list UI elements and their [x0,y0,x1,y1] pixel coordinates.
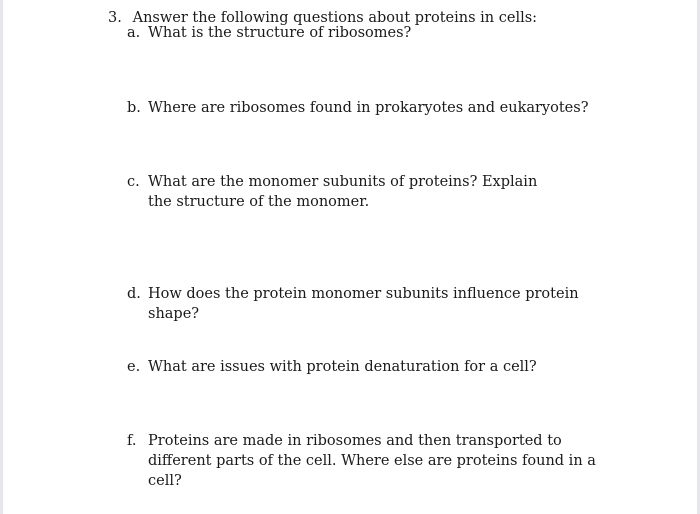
subquestion-c [127,172,547,212]
subquestion-text: What are the monomer subunits of proteins? Explain the structure of the monomer. [148,174,538,210]
subquestion-letter: a. [127,25,141,41]
subquestion-text: How does the protein monomer subunits influence protein shape? [148,286,579,322]
subquestion-letter: f. [127,433,137,449]
subquestion-letter: d. [127,286,141,302]
page-edge-left [0,0,3,514]
subquestion-text: What is the structure of ribosomes? [148,25,412,41]
subquestion-text: Proteins are made in ribosomes and then transported to different parts of the cell. Where else are proteins found in a cell? [148,433,596,489]
subquestion-e [127,357,597,377]
subquestion-text: Where are ribosomes found in prokaryotes and eukaryotes? [148,100,589,116]
question-prompt: Answer the following questions about proteins in cells: [132,10,538,26]
subquestion-a [127,23,597,43]
subquestion-f [127,431,607,491]
subquestion-b [127,98,597,118]
subquestion-letter: e. [127,359,141,375]
subquestion-d [127,284,597,324]
subquestion-letter: c. [127,174,140,190]
question-number: 3. [108,10,122,26]
subquestion-text: What are issues with protein denaturation for a cell? [148,359,537,375]
subquestion-letter: b. [127,100,141,116]
